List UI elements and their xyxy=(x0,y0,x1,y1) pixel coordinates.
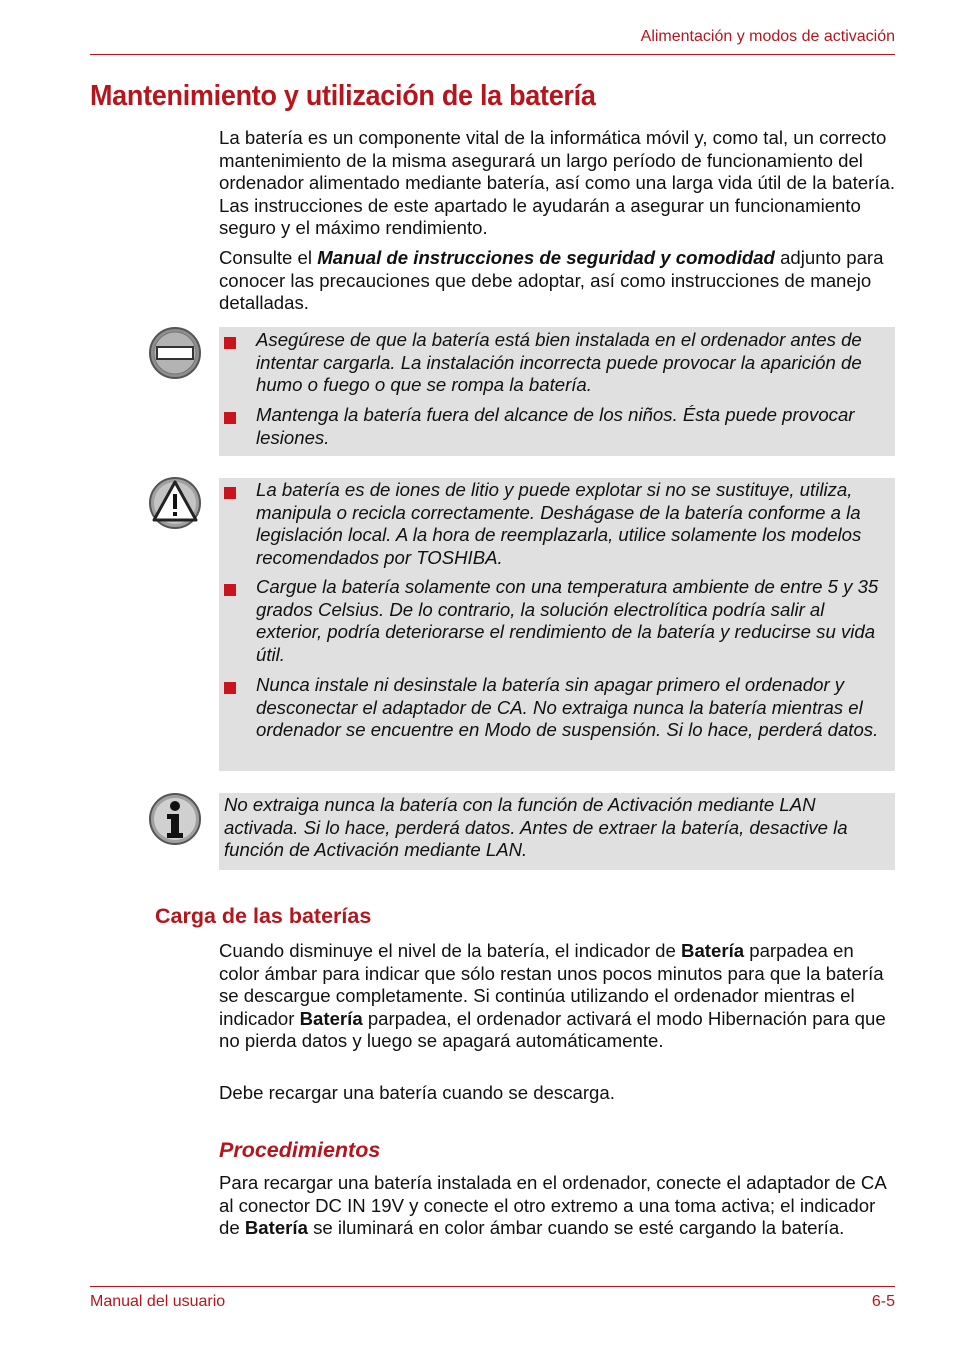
page-title: Mantenimiento y utilización de la batería xyxy=(90,80,596,112)
intro-p2-prefix: Consulte el xyxy=(219,247,318,268)
danger-box xyxy=(219,327,895,456)
section-heading: Carga de las baterías xyxy=(155,904,372,928)
footer-rule xyxy=(90,1286,895,1287)
warning-triangle-icon xyxy=(148,476,202,530)
warning-item-3: Nunca instale ni desinstale la batería sin apagar primero el ordenador y desconectar el adaptador de CA. No extraiga nunca la batería mientras el ordenador se encuentre en Modo de suspensión. Si lo hace, perderá datos. xyxy=(256,674,879,741)
safety-manual-reference: Manual de instrucciones de seguridad y comodidad xyxy=(317,247,775,268)
battery-indicator-label: Batería xyxy=(299,1007,363,1029)
footer-manual-name: Manual del usuario xyxy=(90,1293,226,1310)
bullet-square xyxy=(224,682,236,694)
bullet-square xyxy=(224,412,236,424)
bullet-square xyxy=(224,337,236,349)
warning-item-1: La batería es de iones de litio y puede explotar si no se sustituye, utiliza, manipula o recicla correctamente. Deshágase de la batería conforme a la legislación local. A la hora de reemplazarla, utilice solamente los modelos recomendados por TOSHIBA. xyxy=(256,479,862,568)
warning-item-2: Cargue la batería solamente con una temperatura ambiente de entre 5 y 35 grados Celsius. De lo contrario, la solución electrolítica podría salir al exterior, podría deteriorarse el rendimiento de la batería y reducirse su vida útil. xyxy=(256,576,879,665)
intro-paragraph-1: La batería es un componente vital de la informática móvil y, como tal, un correcto mantenimiento de la misma asegurará un largo período de funcionamiento del ordenador alimentado mediante batería, así como una larga vida útil de la batería. Las instrucciones de este apartado le ayudarán a asegurar un funcionamiento seguro y el máximo rendimiento. xyxy=(219,127,895,239)
battery-indicator-label: Batería xyxy=(244,1217,308,1239)
text-run: parpadea, el ordenador activará el modo Hibernación para que no pierda datos y luego se apagará automáticamente. xyxy=(219,1007,886,1052)
page-number: 6-5 xyxy=(871,1293,895,1310)
info-text: No extraiga nunca la batería con la función de Activación mediante LAN activada. Si lo hace, perderá datos. Antes de extraer la batería, desactive la función de Activación mediante LAN. xyxy=(224,794,848,861)
procedures-paragraph xyxy=(219,1172,895,1240)
charging-paragraph-1 xyxy=(219,940,895,1053)
header-rule xyxy=(90,54,895,55)
bullet-square xyxy=(224,584,236,596)
intro-p2-suffix: adjunto para conocer las precauciones que debe adoptar, así como instrucciones de manejo detalladas. xyxy=(219,247,884,314)
running-header: Alimentación y modos de activación xyxy=(640,28,895,45)
warning-box xyxy=(219,478,895,771)
text-run: se iluminará en color ámbar cuando se esté cargando la batería. xyxy=(307,1217,845,1239)
text-run: Para recargar una batería instalada en el ordenador, conecte el adaptador de CA al conector DC IN 19V y conecte el otro extremo a una toma activa; el indicador de xyxy=(219,1172,886,1239)
intro-paragraph-2 xyxy=(219,247,895,315)
danger-item-2: Mantenga la batería fuera del alcance de los niños. Ésta puede provocar lesiones. xyxy=(256,404,855,448)
info-icon xyxy=(148,792,202,846)
text-run: Cuando disminuye el nivel de la batería, el indicador de xyxy=(219,940,682,961)
battery-indicator-label: Batería xyxy=(681,940,745,961)
no-entry-icon xyxy=(148,326,202,380)
text-run: parpadea en color ámbar para indicar que sólo restan unos pocos minutos para que la batería se descargue completamente. Si continúa utilizando el ordenador mientras el indicador xyxy=(219,940,884,1029)
subsection-heading: Procedimientos xyxy=(219,1138,381,1162)
charging-paragraph-2: Debe recargar una batería cuando se descarga. xyxy=(219,1082,615,1103)
info-box xyxy=(219,793,895,870)
bullet-square xyxy=(224,487,236,499)
danger-item-1: Asegúrese de que la batería está bien instalada en el ordenador antes de intentar cargarla. La instalación incorrecta puede provocar la aparición de humo o fuego o que se rompa la batería. xyxy=(256,329,862,396)
